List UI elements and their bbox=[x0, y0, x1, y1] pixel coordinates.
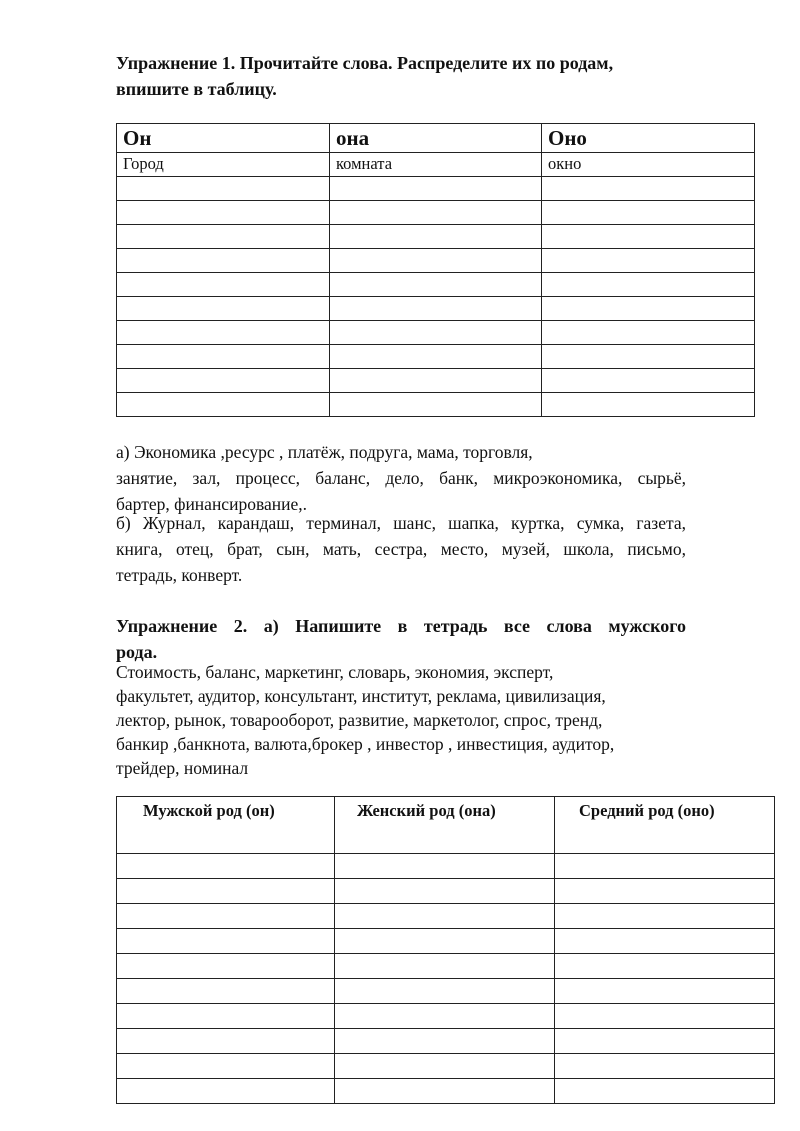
word-list-b-line3: тетрадь, конверт. bbox=[116, 565, 243, 585]
table-cell bbox=[335, 954, 555, 979]
table-cell bbox=[335, 979, 555, 1004]
table-cell bbox=[117, 1079, 335, 1104]
word-list-a-line1: а) Экономика ,ресурс , платёж, подруга, мама, торговля, bbox=[116, 442, 533, 462]
table-cell bbox=[117, 225, 330, 249]
table-cell bbox=[117, 201, 330, 225]
table-row bbox=[117, 321, 755, 345]
exercise2-words-line4: банкир ,банкнота, валюта,брокер , инвестор , инвестиция, аудитор, bbox=[116, 734, 615, 754]
table-cell bbox=[117, 929, 335, 954]
table-cell bbox=[555, 1054, 775, 1079]
header-cell-feminine: Женский род (она) bbox=[335, 797, 555, 854]
table-cell bbox=[117, 1054, 335, 1079]
exercise2-word-list bbox=[116, 660, 696, 780]
exercise2-table bbox=[116, 796, 775, 1104]
exercise1-word-list-a bbox=[116, 439, 686, 517]
table-row bbox=[117, 1004, 775, 1029]
table-cell bbox=[330, 321, 542, 345]
table-row bbox=[117, 954, 775, 979]
example-cell-feminine: комната bbox=[330, 153, 542, 177]
table-cell bbox=[555, 904, 775, 929]
table-row bbox=[117, 297, 755, 321]
table-cell bbox=[335, 929, 555, 954]
table-row bbox=[117, 177, 755, 201]
table-cell bbox=[335, 1029, 555, 1054]
table-cell bbox=[542, 225, 755, 249]
exercise1-title-number: Упражнение 1 bbox=[116, 53, 231, 73]
table-cell bbox=[335, 1054, 555, 1079]
table-cell bbox=[117, 273, 330, 297]
example-cell-masculine: Город bbox=[117, 153, 330, 177]
table-row bbox=[117, 225, 755, 249]
table-cell bbox=[542, 393, 755, 417]
exercise2-words-line5: трейдер, номинал bbox=[116, 758, 249, 778]
word-list-b-line1: б) Журнал, карандаш, терминал, шанс, шапка, куртка, сумка, газета, bbox=[116, 513, 686, 533]
table-cell bbox=[542, 249, 755, 273]
table-cell bbox=[555, 1029, 775, 1054]
table-header-row bbox=[117, 797, 775, 854]
header-cell-neuter: Средний род (оно) bbox=[555, 797, 775, 854]
header-cell-masculine: Он bbox=[117, 124, 330, 153]
table-cell bbox=[335, 1079, 555, 1104]
table-cell bbox=[330, 177, 542, 201]
table-cell bbox=[542, 273, 755, 297]
table-cell bbox=[117, 177, 330, 201]
exercise1-heading bbox=[116, 50, 696, 102]
example-cell-neuter: окно bbox=[542, 153, 755, 177]
table-cell bbox=[542, 297, 755, 321]
table-row bbox=[117, 201, 755, 225]
table-cell bbox=[330, 297, 542, 321]
table-cell bbox=[555, 854, 775, 879]
table-cell bbox=[330, 273, 542, 297]
table-cell bbox=[117, 979, 335, 1004]
table-cell bbox=[117, 954, 335, 979]
header-cell-masculine: Мужской род (он) bbox=[117, 797, 335, 854]
table-row bbox=[117, 345, 755, 369]
table-cell bbox=[555, 929, 775, 954]
header-cell-feminine: она bbox=[330, 124, 542, 153]
table-header-row bbox=[117, 124, 755, 153]
table-cell bbox=[117, 904, 335, 929]
exercise2-heading bbox=[116, 613, 686, 665]
table-cell bbox=[117, 297, 330, 321]
example-row bbox=[117, 153, 755, 177]
table-row bbox=[117, 904, 775, 929]
table-row bbox=[117, 979, 775, 1004]
exercise1-table bbox=[116, 123, 755, 417]
table-cell bbox=[117, 1029, 335, 1054]
table-cell bbox=[555, 954, 775, 979]
table-row bbox=[117, 369, 755, 393]
table-cell bbox=[555, 1079, 775, 1104]
table-cell bbox=[335, 904, 555, 929]
table-row bbox=[117, 1079, 775, 1104]
table-row bbox=[117, 929, 775, 954]
exercise2-words-line3: лектор, рынок, товарооборот, развитие, маркетолог, спрос, тренд, bbox=[116, 710, 603, 730]
table-cell bbox=[117, 1004, 335, 1029]
table-cell bbox=[117, 879, 335, 904]
table-cell bbox=[330, 345, 542, 369]
table-cell bbox=[542, 177, 755, 201]
exercise1-word-list-b bbox=[116, 510, 686, 588]
table-cell bbox=[117, 321, 330, 345]
table-cell bbox=[542, 321, 755, 345]
exercise2-words-line1: Стоимость, баланс, маркетинг, словарь, экономия, эксперт, bbox=[116, 662, 554, 682]
table-cell bbox=[117, 345, 330, 369]
table-cell bbox=[330, 369, 542, 393]
table-row bbox=[117, 393, 755, 417]
table-cell bbox=[117, 393, 330, 417]
exercise1-title-line2: впишите в таблицу. bbox=[116, 79, 277, 99]
table-cell bbox=[335, 1004, 555, 1029]
table-row bbox=[117, 854, 775, 879]
exercise1-title-instruction: . Прочитайте слова. Распределите их по родам, bbox=[230, 53, 614, 73]
table-cell bbox=[555, 979, 775, 1004]
table-row bbox=[117, 273, 755, 297]
word-list-b-line2: книга, отец, брат, сын, мать, сестра, место, музей, школа, письмо, bbox=[116, 539, 686, 559]
table-cell bbox=[117, 369, 330, 393]
table-cell bbox=[117, 854, 335, 879]
table-row bbox=[117, 1029, 775, 1054]
table-cell bbox=[330, 393, 542, 417]
table-row bbox=[117, 1054, 775, 1079]
table-cell bbox=[117, 249, 330, 273]
word-list-a-line2: занятие, зал, процесс, баланс, дело, банк, микроэкономика, сырьё, bbox=[116, 468, 686, 488]
table-row bbox=[117, 879, 775, 904]
exercise2-title-line1: Упражнение 2. а) Напишите в тетрадь все слова мужского bbox=[116, 616, 686, 636]
word-list-a-line3: бартер, финансирование,. bbox=[116, 494, 307, 514]
table-cell bbox=[335, 854, 555, 879]
table-cell bbox=[542, 345, 755, 369]
table-row bbox=[117, 249, 755, 273]
header-cell-neuter: Оно bbox=[542, 124, 755, 153]
exercise2-words-line2: факультет, аудитор, консультант, институт, реклама, цивилизация, bbox=[116, 686, 606, 706]
exercise2-title-line2: рода. bbox=[116, 642, 158, 662]
table-cell bbox=[330, 201, 542, 225]
table-cell bbox=[330, 249, 542, 273]
table-cell bbox=[555, 879, 775, 904]
table-cell bbox=[542, 201, 755, 225]
table-cell bbox=[330, 225, 542, 249]
table-cell bbox=[335, 879, 555, 904]
table-cell bbox=[555, 1004, 775, 1029]
table-cell bbox=[542, 369, 755, 393]
